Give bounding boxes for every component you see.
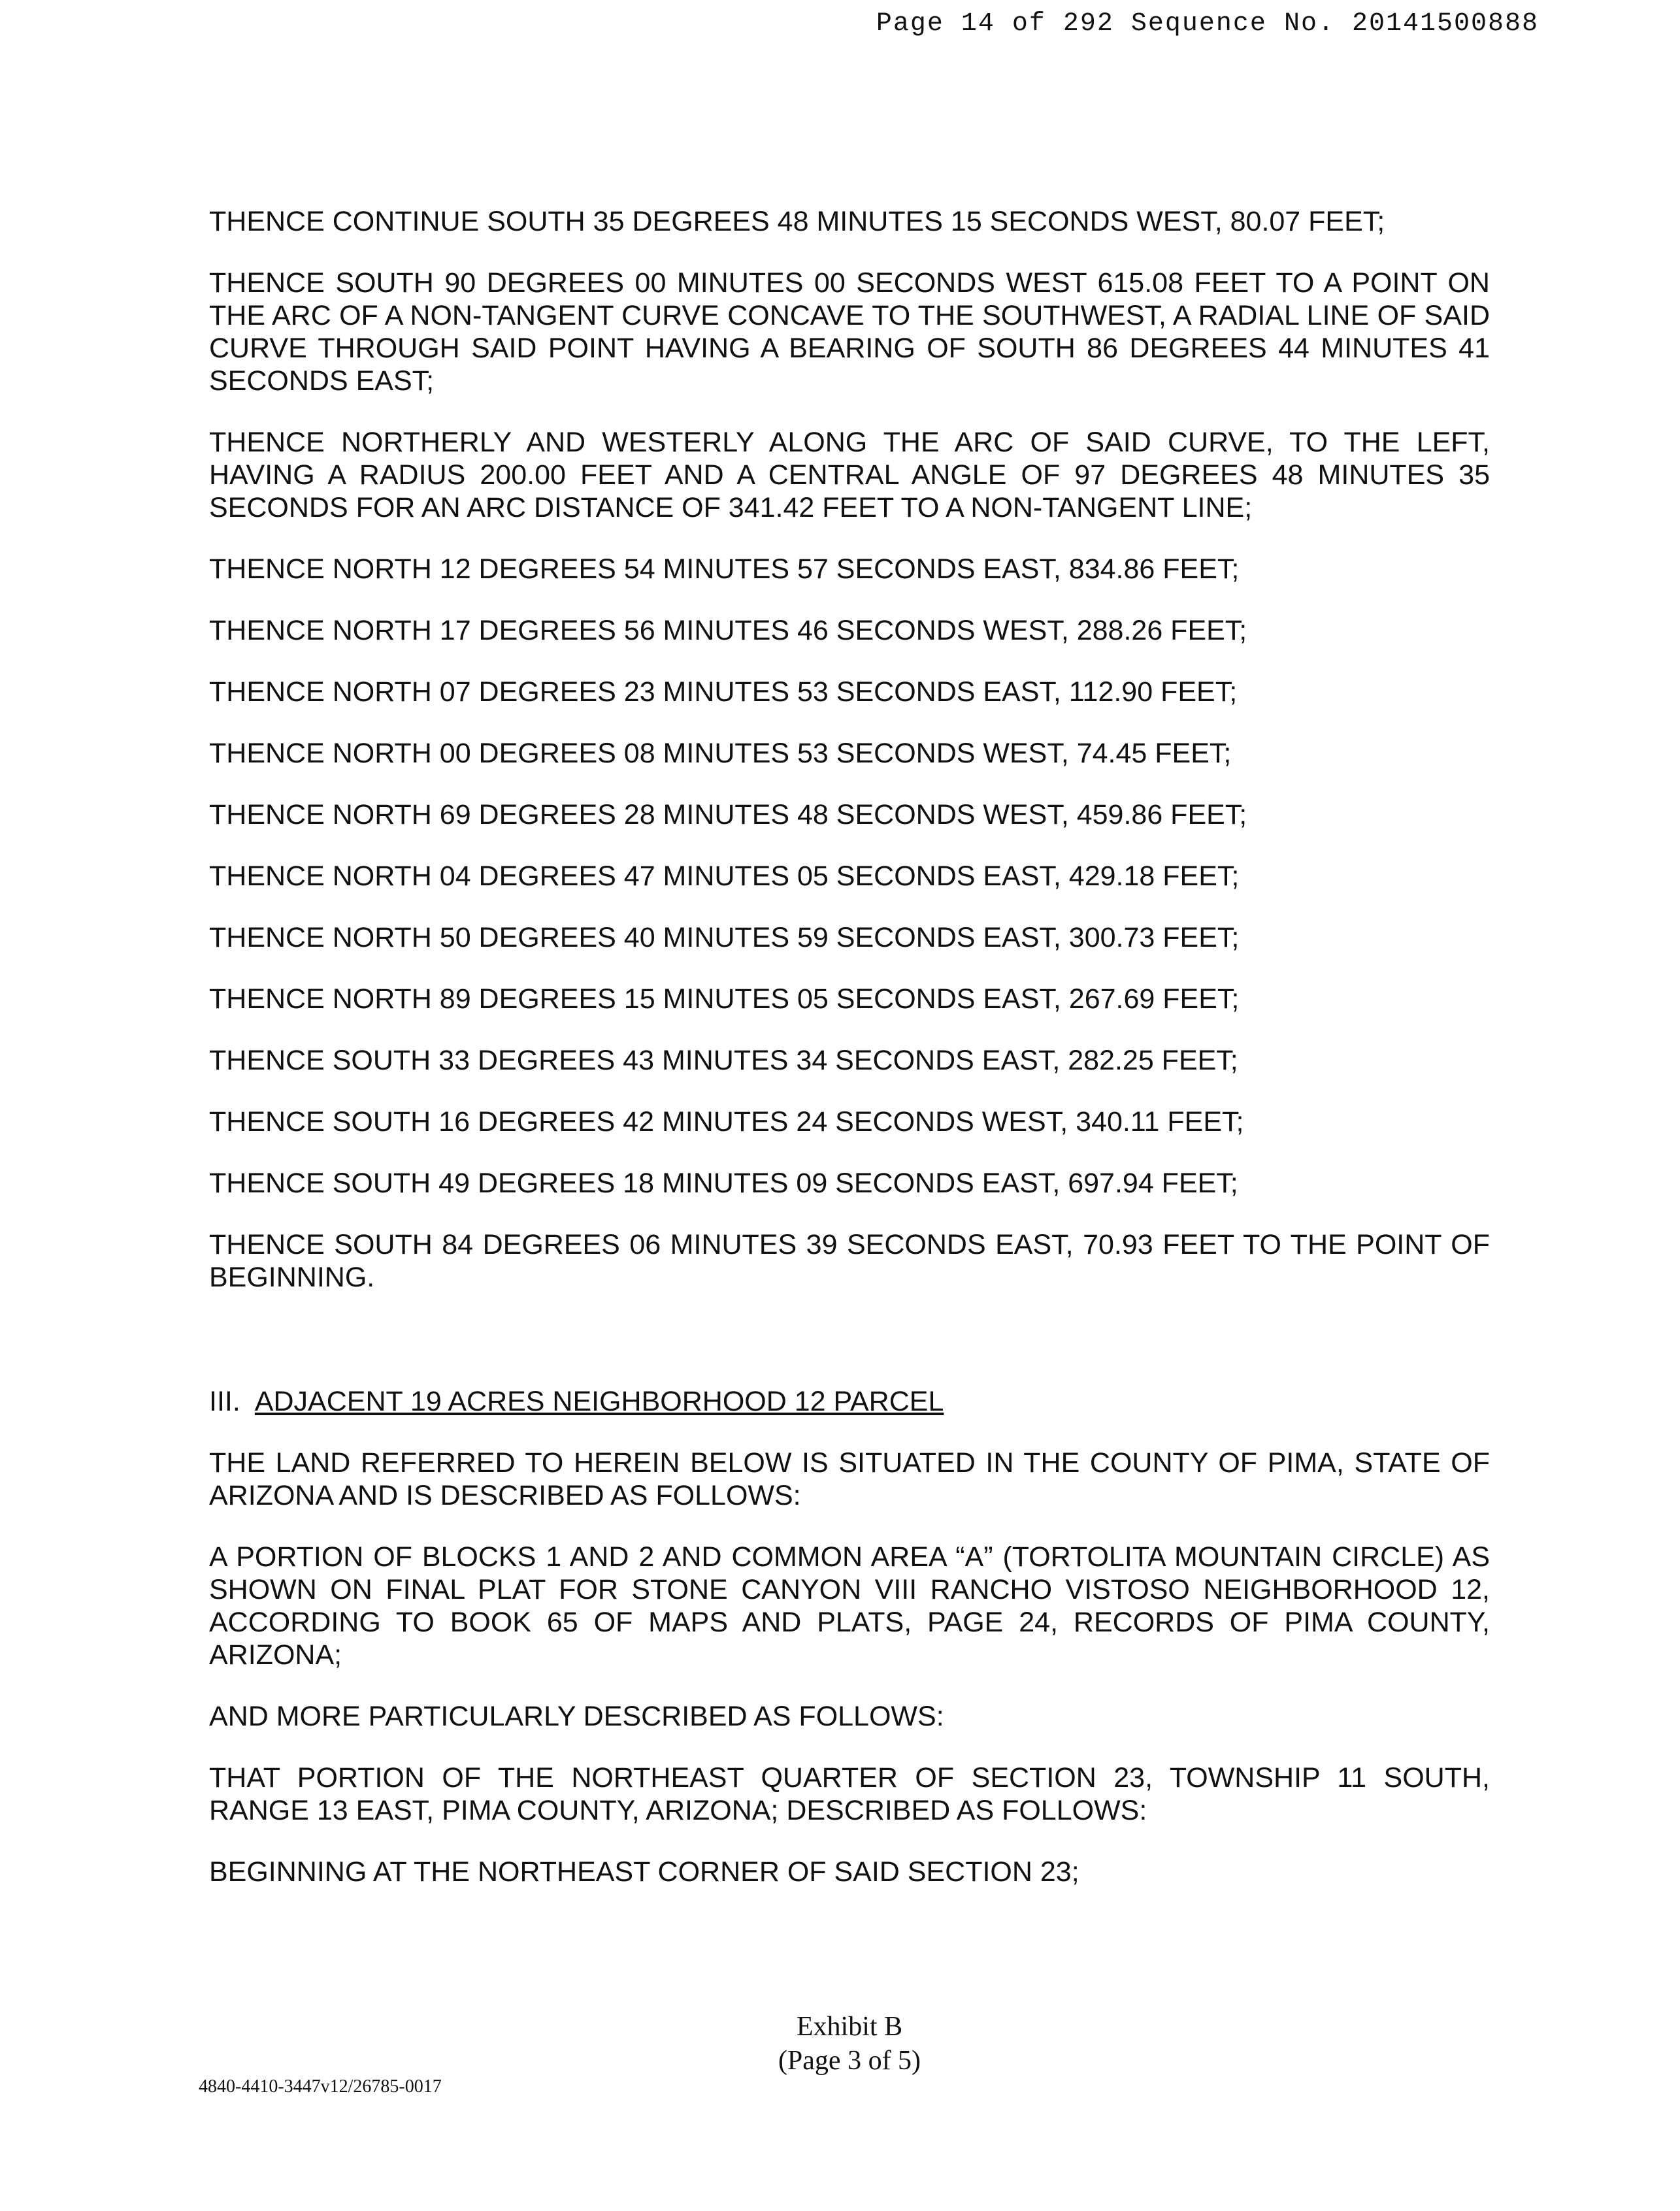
paragraph-15: THENCE SOUTH 84 DEGREES 06 MINUTES 39 SECONDS EAST, 70.93 FEET TO THE POINT OF BEGINNING. xyxy=(209,1229,1490,1293)
section-paragraph-5: BEGINNING AT THE NORTHEAST CORNER OF SAID SECTION 23; xyxy=(209,1856,1079,1888)
paragraph-13: THENCE SOUTH 16 DEGREES 42 MINUTES 24 SECONDS WEST, 340.11 FEET; xyxy=(209,1106,1244,1138)
exhibit-footer xyxy=(738,2010,961,2078)
paragraph-9: THENCE NORTH 04 DEGREES 47 MINUTES 05 SECONDS EAST, 429.18 FEET; xyxy=(209,860,1240,892)
paragraph-12: THENCE SOUTH 33 DEGREES 43 MINUTES 34 SECONDS EAST, 282.25 FEET; xyxy=(209,1045,1238,1076)
exhibit-page: (Page 3 of 5) xyxy=(778,2046,921,2076)
section-title: ADJACENT 19 ACRES NEIGHBORHOOD 12 PARCEL xyxy=(254,1386,944,1417)
legal-description xyxy=(209,205,1490,1917)
paragraph-7: THENCE NORTH 00 DEGREES 08 MINUTES 53 SECONDS WEST, 74.45 FEET; xyxy=(209,738,1232,769)
section-paragraph-4: THAT PORTION OF THE NORTHEAST QUARTER OF SECTION 23, TOWNSHIP 11 SOUTH, RANGE 13 EAST, PIMA COUNTY, ARIZONA; DESCRIBED AS FOLLOWS: xyxy=(209,1762,1490,1826)
paragraph-11: THENCE NORTH 89 DEGREES 15 MINUTES 05 SECONDS EAST, 267.69 FEET; xyxy=(209,983,1240,1015)
paragraph-5: THENCE NORTH 17 DEGREES 56 MINUTES 46 SECONDS WEST, 288.26 FEET; xyxy=(209,615,1247,646)
section-number: III. xyxy=(209,1386,240,1417)
section-paragraph-3: AND MORE PARTICULARLY DESCRIBED AS FOLLOWS: xyxy=(209,1701,944,1732)
paragraph-6: THENCE NORTH 07 DEGREES 23 MINUTES 53 SECONDS EAST, 112.90 FEET; xyxy=(209,676,1238,708)
paragraph-8: THENCE NORTH 69 DEGREES 28 MINUTES 48 SECONDS WEST, 459.86 FEET; xyxy=(209,799,1247,830)
section-heading xyxy=(209,1385,1490,1418)
paragraph-2: THENCE SOUTH 90 DEGREES 00 MINUTES 00 SECONDS WEST 615.08 FEET TO A POINT ON THE ARC OF A NON-TANGENT CURVE CONCAVE TO THE SOUTHWEST, A RADIAL LINE OF SAID CURVE THROUGH SAID POINT HAVING A BEARING OF SOUTH 86 DEGREES 44 MINUTES 41 SECONDS EAST; xyxy=(209,267,1490,397)
document-id: 4840-4410-3447v12/26785-0017 xyxy=(199,2076,442,2097)
paragraph-3: THENCE NORTHERLY AND WESTERLY ALONG THE ARC OF SAID CURVE, TO THE LEFT, HAVING A RADIUS 200.00 FEET AND A CENTRAL ANGLE OF 97 DEGREES 48 MINUTES 35 SECONDS FOR AN ARC DISTANCE OF 341.42 FEET TO A NON-TANGENT LINE; xyxy=(209,427,1490,523)
exhibit-label: Exhibit B xyxy=(796,2012,903,2042)
paragraph-4: THENCE NORTH 12 DEGREES 54 MINUTES 57 SECONDS EAST, 834.86 FEET; xyxy=(209,553,1240,585)
section-paragraph-1: THE LAND REFERRED TO HEREIN BELOW IS SITUATED IN THE COUNTY OF PIMA, STATE OF ARIZONA AND IS DESCRIBED AS FOLLOWS: xyxy=(209,1447,1490,1511)
paragraph-14: THENCE SOUTH 49 DEGREES 18 MINUTES 09 SECONDS EAST, 697.94 FEET; xyxy=(209,1168,1238,1199)
paragraph-10: THENCE NORTH 50 DEGREES 40 MINUTES 59 SECONDS EAST, 300.73 FEET; xyxy=(209,922,1240,953)
paragraph-1: THENCE CONTINUE SOUTH 35 DEGREES 48 MINUTES 15 SECONDS WEST, 80.07 FEET; xyxy=(209,206,1385,237)
section-paragraph-2: A PORTION OF BLOCKS 1 AND 2 AND COMMON AREA “A” (TORTOLITA MOUNTAIN CIRCLE) AS SHOWN ON FINAL PLAT FOR STONE CANYON VIII RANCHO VISTOSO NEIGHBORHOOD 12, ACCORDING TO BOOK 65 OF MAPS AND PLATS, PAGE 24, RECORDS OF PIMA COUNTY, ARIZONA; xyxy=(209,1541,1490,1671)
page-sequence-header: Page 14 of 292 Sequence No. 20141500888 xyxy=(876,9,1539,39)
